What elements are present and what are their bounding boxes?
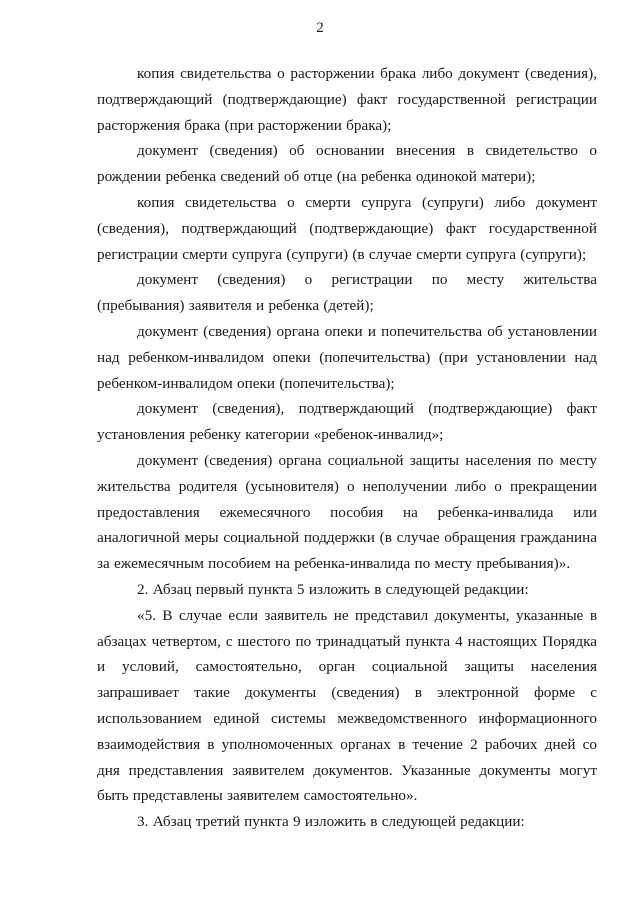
paragraph-residence-registration: документ (сведения) о регистрации по месту жительства (пребывания) заявителя и ребенка (детей); — [97, 271, 597, 315]
paragraph-guardianship: документ (сведения) органа опеки и попечительства об установлении над ребенком-инвалидом опеки (попечительства) (при установлении над ребенком-инвалидом опеки (попечительства); — [97, 322, 597, 392]
page-number: 2 — [316, 20, 324, 36]
paragraph-amendment-point-9: 3. Абзац третий пункта 9 изложить в следующей редакции: — [137, 813, 525, 831]
paragraph-amendment-point-5: 2. Абзац первый пункта 5 изложить в следующей редакции: — [137, 580, 529, 598]
paragraph-death-certificate: копия свидетельства о смерти супруга (супруги) либо документ (сведения), подтверждающий (подтверждающие) факт государственной регистрации смерти супруга (супруги) (в случае смерти супруга (супруги); — [97, 193, 597, 263]
paragraph-point-5-text: «5. В случае если заявитель не представил документы, указанные в абзацах четвертом, с шестого по тринадцатый пункта 4 настоящих Порядка и условий, самостоятельно, орган социальной защиты населения запрашивает такие документы (сведения) в электронной форме с использованием единой системы межведомственного информационного взаимодействия в уполномоченных органах в течение 2 рабочих дней со дня представления заявителем документов. Указанные документы могут быть представлены заявителем самостоятельно». — [97, 606, 597, 805]
paragraph-divorce-certificate: копия свидетельства о расторжении брака либо документ (сведения), подтверждающий (подтверждающие) факт государственной регистрации расторжения брака (при расторжении брака); — [97, 65, 597, 134]
paragraph-social-protection: документ (сведения) органа социальной защиты населения по месту жительства родителя (усыновителя) о неполучении либо о прекращении предоставления ежемесячного пособия на ребенка-инвалида или аналогичной меры социальной поддержки (в случае обращения гражданина за ежемесячным пособием на ребенка-инвалида по месту пребывания)». — [97, 451, 597, 573]
paragraph-father-info: документ (сведения) об основании внесения в свидетельство о рождении ребенка сведений об отце (на ребенка одинокой матери); — [97, 142, 597, 186]
document-body — [97, 61, 597, 835]
paragraph-disabled-child-category: документ (сведения), подтверждающий (подтверждающие) факт установления ребенку категории «ребенок-инвалид»; — [97, 400, 597, 444]
